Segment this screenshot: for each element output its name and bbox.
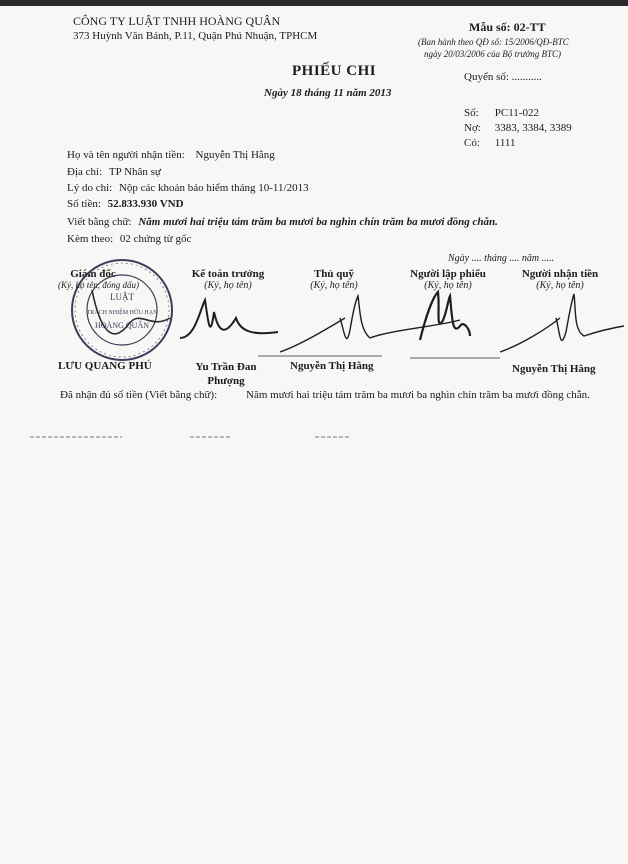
director-subtitle: (Ký, họ tên, đóng dấu) — [58, 280, 139, 290]
document-date: Ngày 18 tháng 11 năm 2013 — [264, 87, 392, 99]
cashier-title: Thủ quỹ — [313, 268, 355, 280]
amount-value: 52.833.930 VND — [107, 198, 184, 210]
reason-value: Nộp các khoản bảo hiểm tháng 10-11/2013 — [118, 182, 309, 194]
reason-label: Lý do chi: — [67, 182, 113, 194]
amount-words-label: Viết bằng chữ: — [67, 216, 132, 228]
debit-label: Nợ: — [464, 122, 481, 134]
stamp-text-1: LUẬT — [110, 292, 134, 302]
company-address: 373 Huỳnh Văn Bánh, P.11, Quận Phú Nhuận, TPHCM — [73, 30, 318, 42]
form-note-line2: ngày 20/03/2006 của Bộ trưởng BTC) — [424, 49, 561, 59]
cashier-signature — [280, 296, 460, 352]
preparer-title: Người lập phiếu — [410, 268, 486, 280]
amount-words-value: Năm mươi hai triệu tám trăm ba mươi ba nghìn chín trăm ba mươi đồng chẵn. — [138, 216, 498, 228]
accountant-signature — [180, 300, 278, 338]
accountant-title: Kế toán trưởng — [191, 268, 265, 280]
book-number: Quyển số: ........... — [464, 71, 542, 83]
document-title: PHIẾU CHI — [292, 63, 377, 79]
recipient-signature — [500, 294, 624, 352]
amount-label: Số tiền: — [67, 198, 101, 210]
accountant-name-line1: Yu Trần Đan — [195, 361, 257, 373]
form-number: Mẫu số: 02-TT — [469, 20, 546, 34]
voucher-number-value: PC11-022 — [494, 107, 539, 119]
debit-value: 3383, 3384, 3389 — [494, 122, 572, 134]
preparer-signature — [420, 292, 470, 340]
attachment-label: Kèm theo: — [67, 233, 114, 245]
address-value: TP Nhân sự — [108, 166, 161, 178]
stamp-text-2: TRÁCH NHIỆM HỮU HẠN — [86, 310, 158, 316]
form-note-line1: (Ban hành theo QĐ số: 15/2006/QĐ-BTC — [418, 37, 569, 47]
accountant-name — [186, 360, 266, 388]
signature-date-line: Ngày .... tháng .... năm ..... — [448, 253, 555, 264]
company-stamp — [72, 260, 172, 360]
director-name: LƯU QUANG PHÚ — [58, 360, 152, 372]
company-name: CÔNG TY LUẬT TNHH HOÀNG QUÂN — [73, 14, 281, 28]
cashier-name: Nguyễn Thị Hằng — [290, 360, 374, 372]
received-label: Đã nhận đủ số tiền (Viết bằng chữ): — [60, 389, 218, 401]
address-label: Địa chỉ: — [67, 166, 103, 178]
recipient-label: Họ và tên người nhận tiền: — [67, 149, 185, 161]
stamp-text-3: HOÀNG QUÂN — [95, 321, 149, 330]
accountant-subtitle: (Ký, họ tên) — [204, 280, 252, 291]
recipient-sign-title: Người nhận tiền — [521, 268, 599, 280]
recipient-sign-subtitle: (Ký, họ tên) — [536, 280, 584, 291]
director-title: Giám đốc — [70, 268, 116, 280]
recipient-value: Nguyễn Thị Hằng — [195, 149, 275, 161]
received-value: Năm mươi hai triệu tám trăm ba mươi ba nghìn chín trăm ba mươi đồng chẵn. — [246, 389, 590, 401]
voucher-number-label: Số: — [464, 107, 479, 119]
credit-value: 1111 — [494, 137, 516, 149]
accountant-name-line2: Phượng — [207, 375, 245, 387]
preparer-subtitle: (Ký, họ tên) — [424, 280, 472, 291]
recipient-sign-name: Nguyễn Thị Hằng — [512, 363, 596, 375]
credit-label: Có: — [464, 137, 480, 149]
cashier-subtitle: (Ký, họ tên) — [310, 280, 358, 291]
attachment-value: 02 chứng từ gốc — [119, 233, 192, 245]
